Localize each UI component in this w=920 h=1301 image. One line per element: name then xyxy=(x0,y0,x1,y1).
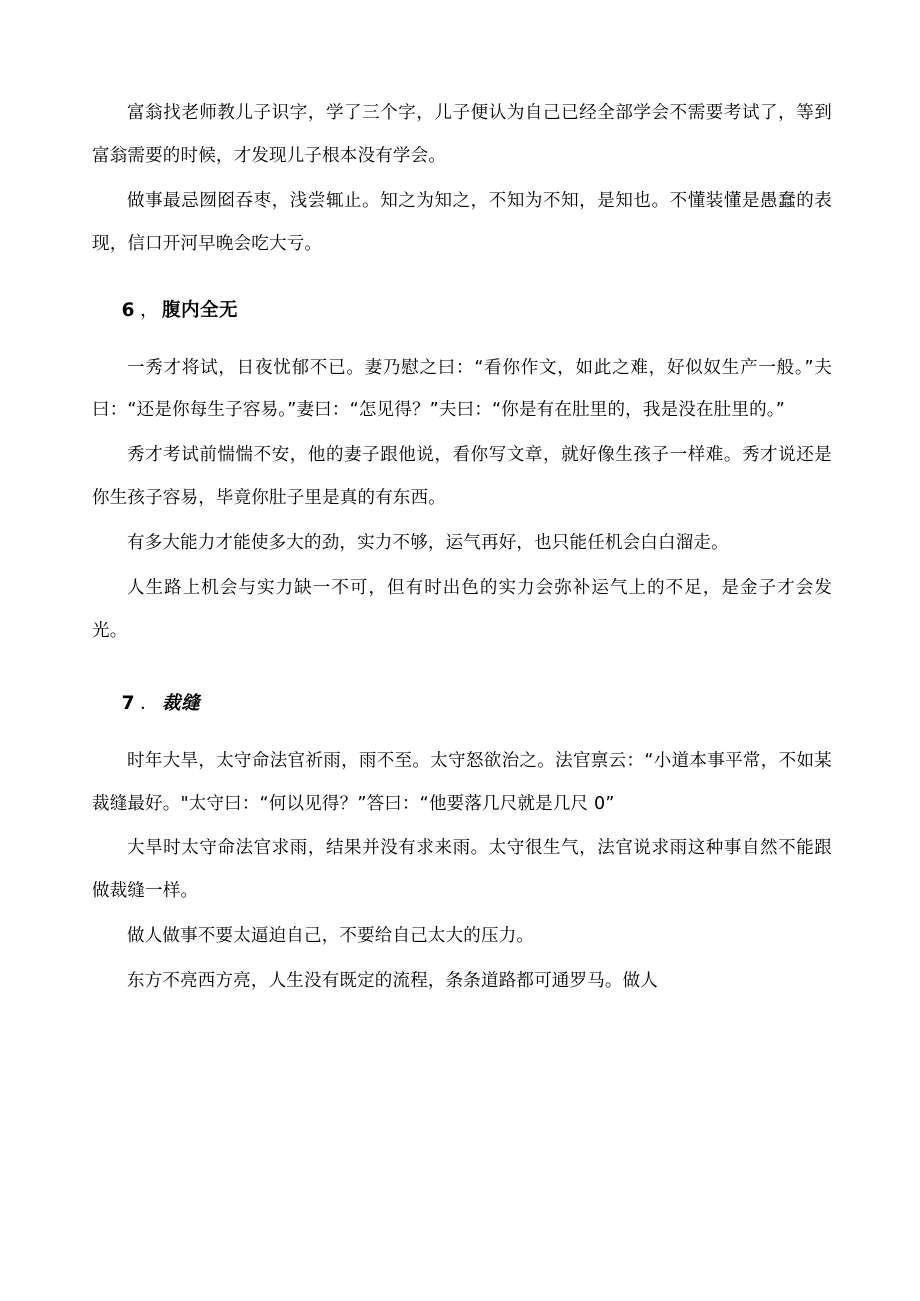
paragraph: 做事最忌囫囵吞枣，浅尝辄止。知之为知之，不知为不知，是知也。不懂装懂是愚蠢的表现，信口开河早晚会吃大亏。 xyxy=(92,190,832,254)
heading-title: 裁缝 xyxy=(161,692,200,714)
paragraph: 时年大旱，太守命法官祈雨，雨不至。太守怒欲治之。法官禀云：“小道本事平常，不如某裁缝最好。"太守曰：“何以见得？”答曰：“他要落几尺就是几尺 0” xyxy=(92,750,832,814)
spacer xyxy=(92,337,832,347)
paragraph: 一秀才将试，日夜忧郁不已。妻乃慰之曰：“看你作文，如此之难，好似奴生产一般。”夫曰：“还是你每生子容易。”妻曰：“怎见得？”夫曰：“你是有在肚里的，我是没在肚里的。” xyxy=(92,357,832,421)
heading-number: 6 xyxy=(121,299,135,321)
spacer xyxy=(92,268,832,278)
paragraph: 有多大能力才能使多大的劲，实力不够，运气再好，也只能任机会白白溜走。 xyxy=(127,533,729,553)
spacer xyxy=(92,730,832,740)
paragraph: 秀才考试前惴惴不安，他的妻子跟他说，看你写文章，就好像生孩子一样难。秀才说还是你生孩子容易，毕竟你肚子里是真的有东西。 xyxy=(92,445,832,509)
paragraph: 人生路上机会与实力缺一不可，但有时出色的实力会弥补运气上的不足，是金子才会发光。 xyxy=(92,577,832,641)
heading-number: 7 xyxy=(121,692,135,714)
paragraph: 大旱时太守命法官求雨，结果并没有求来雨。太守很生气，法官说求雨这种事自然不能跟做裁缝一样。 xyxy=(92,838,832,902)
paragraph: 富翁找老师教儿子识字，学了三个字，儿子便认为自己已经全部学会不需要考试了，等到富翁需要的时候，才发现儿子根本没有学会。 xyxy=(92,103,832,166)
heading-separator: ． xyxy=(139,692,159,714)
heading-separator: ， xyxy=(139,299,159,321)
heading-title: 腹内全无 xyxy=(161,299,238,321)
paragraph: 做人做事不要太逼迫自己，不要给自己太大的压力。 xyxy=(127,926,535,947)
section-heading-6 xyxy=(92,292,832,329)
spacer xyxy=(92,655,832,671)
section-heading-7 xyxy=(92,685,832,722)
paragraph: 东方不亮西方亮，人生没有既定的流程，条条道路都可通罗马。做人 xyxy=(127,971,658,991)
